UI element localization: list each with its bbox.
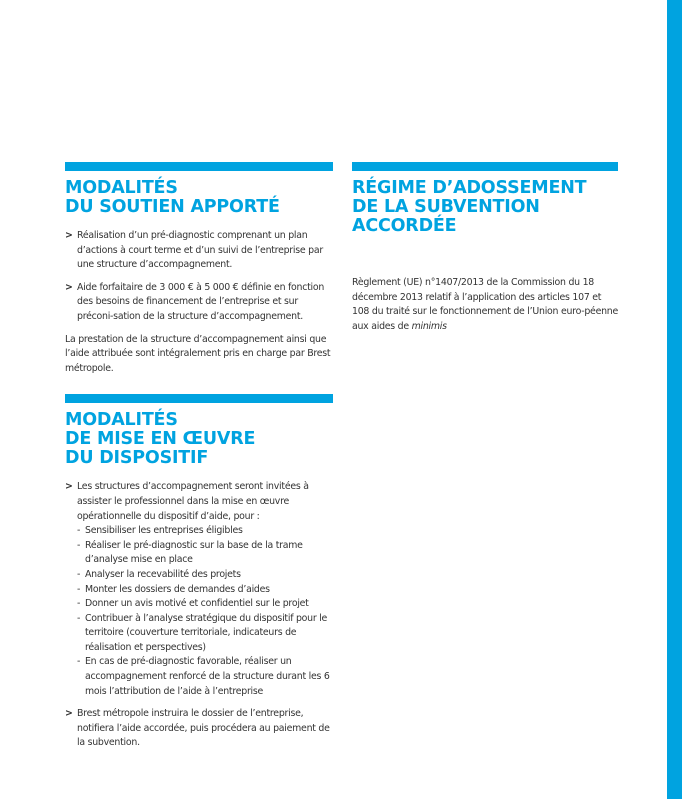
dash-glyph: - xyxy=(77,568,81,580)
section-divider-bar xyxy=(65,162,333,171)
sub-item-text: Analyser la recevabilité des projets xyxy=(85,568,241,580)
heading-line: ACCORDÉE xyxy=(352,216,457,236)
section-regime xyxy=(352,162,618,334)
chevron-right-icon: > xyxy=(65,708,73,720)
regulation-italic: minimis xyxy=(411,320,447,332)
bullet-list xyxy=(65,229,333,325)
heading-line: DE MISE EN ŒUVRE xyxy=(65,429,256,450)
regulation-text xyxy=(352,276,618,334)
sub-item xyxy=(77,597,333,612)
bullet-item xyxy=(65,229,333,273)
sub-item-text: En cas de pré-diagnostic favorable, réaliser un accompagnement renforcé de la structure durant les 6 mois l’attribution de l’aide à l’entreprise xyxy=(85,656,330,697)
section-heading xyxy=(352,179,618,236)
bullet-text: Brest métropole instruira le dossier de l’entreprise, notifiera l’aide accordée, puis procédera au paiement de la subvention. xyxy=(77,708,330,749)
dash-glyph: - xyxy=(77,598,81,610)
left-column xyxy=(65,162,333,759)
heading-line: RÉGIME D’ADOSSEMENT xyxy=(352,178,587,198)
bullet-item xyxy=(65,480,333,699)
sub-item-text: Réaliser le pré-diagnostic sur la base de la trame d’analyse mise en place xyxy=(85,539,303,566)
sub-list xyxy=(77,524,333,699)
heading-line: MODALITÉS xyxy=(65,178,178,198)
sub-item xyxy=(77,539,333,568)
heading-line: DU DISPOSITIF xyxy=(65,448,209,469)
chevron-right-icon: > xyxy=(65,230,73,241)
dash-glyph: - xyxy=(77,525,81,537)
dash-glyph: - xyxy=(77,612,81,624)
sub-item-text: Sensibiliser les entreprises éligibles xyxy=(85,525,243,537)
dash-glyph: - xyxy=(77,656,81,668)
regulation-paragraph xyxy=(352,276,618,334)
sub-item xyxy=(77,524,333,539)
section-heading xyxy=(65,411,333,468)
sub-item xyxy=(77,568,333,583)
sub-item xyxy=(77,583,333,598)
chevron-right-icon: > xyxy=(65,481,73,493)
bullet-text: Les structures d’accompagnement seront invitées à assister le professionnel dans la mise en œuvre opérationnelle du dispositif d’aide, pour : xyxy=(77,481,309,522)
paragraph: La prestation de la structure d’accompagnement ainsi que l’aide attribuée sont intégralement pris en charge par Brest métropole. xyxy=(65,333,331,374)
bullet-item xyxy=(65,707,333,751)
section-mise-en-oeuvre xyxy=(65,394,333,751)
bullet-list xyxy=(65,480,333,751)
sub-item-text: Donner un avis motivé et confidentiel sur le projet xyxy=(85,598,309,610)
section-heading xyxy=(65,179,333,217)
sub-item xyxy=(77,655,333,699)
heading-line: DU SOUTIEN APPORTÉ xyxy=(65,197,280,217)
bullet-item xyxy=(65,281,333,325)
sub-item-text: Monter les dossiers de demandes d’aides xyxy=(85,583,270,595)
heading-line: MODALITÉS xyxy=(65,410,178,431)
sub-item xyxy=(77,612,333,656)
chevron-right-icon: > xyxy=(65,281,73,293)
dash-glyph: - xyxy=(77,583,81,595)
regulation-main: Règlement (UE) n°1407/2013 de la Commission du 18 décembre 2013 relatif à l’application des articles 107 et 108 du traité sur le fonctionnement de l’Union euro-péenne aux aides de xyxy=(352,277,618,332)
section-divider-bar xyxy=(65,394,333,403)
section-divider-bar xyxy=(352,162,618,171)
bullet-text: Réalisation d’un pré-diagnostic comprenant un plan d’actions à court terme et d’un suivi de l’entreprise par une structure d’accompagnement. xyxy=(77,230,323,271)
right-column xyxy=(352,162,618,334)
heading-line: DE LA SUBVENTION xyxy=(352,197,540,217)
dash-glyph: - xyxy=(77,539,81,551)
sub-item-text: Contribuer à l’analyse stratégique du dispositif pour le territoire (couverture territoriale, indicateurs de réalisation et perspectives) xyxy=(85,612,328,653)
bullet-text: Aide forfaitaire de 3 000 € à 5 000 € définie en fonction des besoins de financement de l’entreprise et sur préconi-sation de la structure d’accompagnement. xyxy=(77,281,325,322)
section-soutien xyxy=(65,162,333,376)
